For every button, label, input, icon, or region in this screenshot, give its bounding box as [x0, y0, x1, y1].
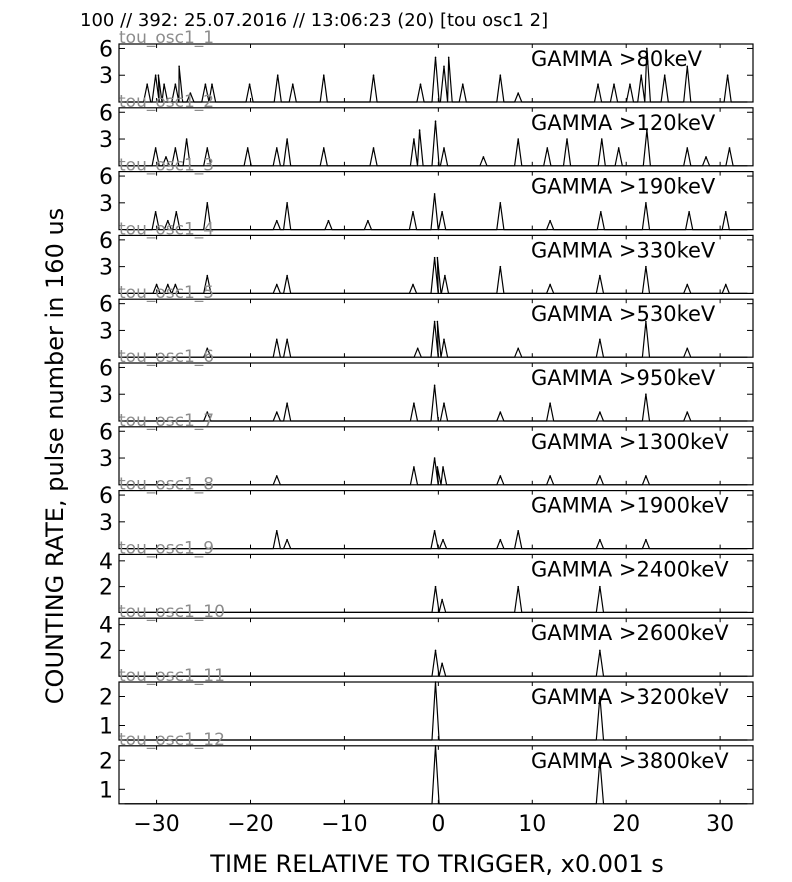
x-tick-label: 0: [431, 811, 446, 837]
y-tick-label: 3: [99, 383, 113, 409]
data-point: [500, 411, 502, 413]
y-tick-label: 6: [99, 356, 113, 382]
data-point: [413, 402, 415, 404]
data-point: [373, 147, 375, 149]
data-point: [517, 92, 519, 94]
data-point: [725, 211, 727, 213]
data-point: [146, 83, 148, 85]
data-point: [645, 475, 647, 477]
channel-label: tou_osc1_7: [119, 410, 215, 431]
panel-title: GAMMA >2400keV: [531, 557, 729, 582]
data-point: [597, 83, 599, 85]
x-tick-label: 10: [518, 811, 547, 837]
x-tick-label: 20: [612, 811, 641, 837]
y-tick-label: 4: [99, 613, 113, 639]
data-point: [205, 83, 207, 85]
data-point: [417, 347, 419, 349]
data-point: [276, 411, 278, 413]
series-line: [125, 258, 748, 294]
data-point: [276, 339, 278, 341]
data-point: [599, 339, 601, 341]
data-point: [549, 475, 551, 477]
y-tick-label: 3: [99, 447, 113, 473]
data-point: [247, 147, 249, 149]
channel-label: tou_osc1_1: [119, 28, 215, 48]
data-point: [725, 284, 727, 286]
panel-title: GAMMA >120keV: [531, 110, 716, 135]
data-point: [443, 66, 445, 68]
data-point: [286, 339, 288, 341]
header-text: 100 // 392: 25.07.2016 // 13:06:23 (20) [tou osc1 2]: [80, 10, 549, 31]
series-line: [125, 385, 748, 421]
panel-title: GAMMA >80keV: [531, 47, 702, 71]
data-point: [442, 466, 444, 468]
data-point: [367, 220, 369, 222]
data-point: [547, 147, 549, 149]
y-tick-label: 6: [99, 484, 113, 510]
data-point: [155, 211, 157, 213]
data-point: [412, 211, 414, 213]
channel-label: tou_osc1_4: [119, 219, 215, 240]
x-tick-label: −30: [133, 811, 180, 837]
x-tick-label: −20: [227, 811, 274, 837]
data-point: [286, 275, 288, 277]
data-point: [442, 539, 444, 541]
data-point: [175, 147, 177, 149]
channel-label: tou_osc1_5: [119, 283, 215, 304]
data-point: [500, 202, 502, 204]
y-tick-label: 6: [99, 165, 113, 191]
data-point: [323, 74, 325, 76]
data-point: [601, 138, 603, 140]
y-tick-label: 6: [99, 101, 113, 127]
data-point: [688, 211, 690, 213]
data-point: [175, 83, 177, 85]
channel-label: tou_osc1_2: [119, 91, 215, 112]
data-point: [599, 586, 601, 588]
y-tick-label: 6: [99, 228, 113, 254]
data-point: [434, 457, 436, 459]
data-point: [286, 202, 288, 204]
data-point: [206, 202, 208, 204]
data-point: [292, 83, 294, 85]
data-point: [419, 129, 421, 131]
panel-title: GAMMA >3800keV: [531, 748, 729, 773]
data-point: [186, 138, 188, 140]
data-point: [727, 74, 729, 76]
data-point: [178, 66, 180, 68]
data-point: [437, 466, 439, 468]
data-point: [435, 120, 437, 122]
data-point: [413, 466, 415, 468]
data-point: [517, 347, 519, 349]
x-tick-label: 30: [706, 811, 735, 837]
y-axis-label: COUNTING RATE, pulse number in 160 us: [41, 207, 69, 705]
x-axis-label: TIME RELATIVE TO TRIGGER, x0.001 s: [210, 850, 664, 878]
data-point: [435, 745, 437, 747]
y-tick-label: 2: [99, 749, 113, 775]
series-line: [125, 531, 748, 549]
data-point: [645, 393, 647, 395]
data-point: [328, 220, 330, 222]
panel-title: GAMMA >1900keV: [531, 493, 729, 518]
panel-title: GAMMA >190keV: [531, 174, 716, 199]
y-tick-label: 3: [99, 319, 113, 345]
data-point: [686, 284, 688, 286]
x-tick-label: −10: [321, 811, 368, 837]
channel-label: tou_osc1_3: [119, 155, 215, 176]
data-point: [443, 402, 445, 404]
data-point: [599, 411, 601, 413]
data-point: [437, 257, 439, 259]
channel-label: tou_osc1_12: [119, 729, 225, 750]
data-point: [686, 147, 688, 149]
y-tick-label: 2: [99, 575, 113, 601]
data-point: [155, 74, 157, 76]
panel-title: GAMMA >2600keV: [531, 621, 729, 646]
channel-label: tou_osc1_11: [119, 666, 225, 686]
data-point: [276, 530, 278, 532]
data-point: [729, 147, 731, 149]
x-axis: [133, 812, 734, 837]
data-point: [705, 156, 707, 158]
data-point: [163, 83, 165, 85]
y-tick-label: 2: [99, 685, 113, 711]
data-point: [444, 275, 446, 277]
data-point: [286, 402, 288, 404]
data-point: [434, 385, 436, 387]
data-point: [549, 220, 551, 222]
data-point: [435, 586, 437, 588]
data-point: [629, 83, 631, 85]
channel-label: tou_osc1_6: [119, 347, 215, 367]
data-point: [434, 257, 436, 259]
data-point: [412, 284, 414, 286]
series-line: [125, 322, 748, 358]
data-point: [175, 211, 177, 213]
data-point: [599, 475, 601, 477]
data-point: [599, 539, 601, 541]
y-tick-label: 3: [99, 64, 113, 90]
data-point: [441, 599, 443, 601]
data-point: [517, 530, 519, 532]
y-tick-label: 3: [99, 128, 113, 154]
y-tick-label: 4: [99, 549, 113, 575]
data-point: [686, 347, 688, 349]
panels: [99, 28, 753, 804]
data-point: [286, 539, 288, 541]
panel-title: GAMMA >530keV: [531, 302, 716, 327]
data-point: [435, 57, 437, 59]
data-point: [434, 193, 436, 195]
y-tick-label: 3: [99, 510, 113, 536]
data-point: [323, 147, 325, 149]
y-tick-label: 6: [99, 292, 113, 318]
data-point: [549, 402, 551, 404]
channel-label: tou_osc1_9: [119, 538, 215, 559]
data-point: [441, 663, 443, 665]
data-point: [206, 147, 208, 149]
data-point: [517, 138, 519, 140]
data-point: [437, 321, 439, 323]
data-point: [448, 57, 450, 59]
data-point: [420, 83, 422, 85]
panel-title: GAMMA >950keV: [531, 366, 716, 390]
channel-label: tou_osc1_8: [119, 474, 215, 495]
data-point: [286, 138, 288, 140]
data-point: [483, 156, 485, 158]
y-tick-label: 6: [99, 420, 113, 446]
data-point: [645, 266, 647, 268]
data-point: [155, 147, 157, 149]
data-point: [645, 202, 647, 204]
data-point: [500, 475, 502, 477]
data-point: [435, 650, 437, 652]
data-point: [599, 650, 601, 652]
data-point: [645, 539, 647, 541]
data-point: [549, 284, 551, 286]
y-tick-label: 6: [99, 37, 113, 63]
data-point: [277, 74, 279, 76]
data-point: [276, 220, 278, 222]
panel-12: [99, 730, 753, 804]
panel-title: GAMMA >330keV: [531, 238, 716, 263]
data-point: [249, 83, 251, 85]
data-point: [640, 74, 642, 76]
data-point: [276, 284, 278, 286]
data-point: [373, 74, 375, 76]
data-point: [599, 275, 601, 277]
data-point: [613, 83, 615, 85]
data-point: [600, 211, 602, 213]
y-tick-label: 3: [99, 191, 113, 217]
data-point: [206, 275, 208, 277]
data-point: [443, 147, 445, 149]
data-point: [211, 83, 213, 85]
y-tick-label: 2: [99, 639, 113, 665]
data-point: [686, 411, 688, 413]
data-point: [276, 147, 278, 149]
data-point: [500, 74, 502, 76]
panel-title: GAMMA >3200keV: [531, 685, 729, 709]
data-point: [158, 74, 160, 76]
channel-label: tou_osc1_10: [119, 602, 225, 623]
y-tick-label: 3: [99, 255, 113, 281]
data-point: [443, 339, 445, 341]
data-point: [566, 138, 568, 140]
y-tick-label: 1: [99, 778, 113, 804]
data-point: [434, 530, 436, 532]
y-tick-label: 1: [99, 714, 113, 740]
data-point: [434, 321, 436, 323]
data-point: [462, 83, 464, 85]
data-point: [500, 266, 502, 268]
panel-title: GAMMA >1300keV: [531, 429, 729, 454]
data-point: [500, 539, 502, 541]
data-point: [517, 586, 519, 588]
data-point: [413, 138, 415, 140]
data-point: [664, 74, 666, 76]
series-line: [125, 458, 748, 485]
data-point: [276, 475, 278, 477]
data-point: [435, 681, 437, 683]
data-point: [441, 211, 443, 213]
series-line: [125, 194, 748, 230]
data-point: [618, 147, 620, 149]
